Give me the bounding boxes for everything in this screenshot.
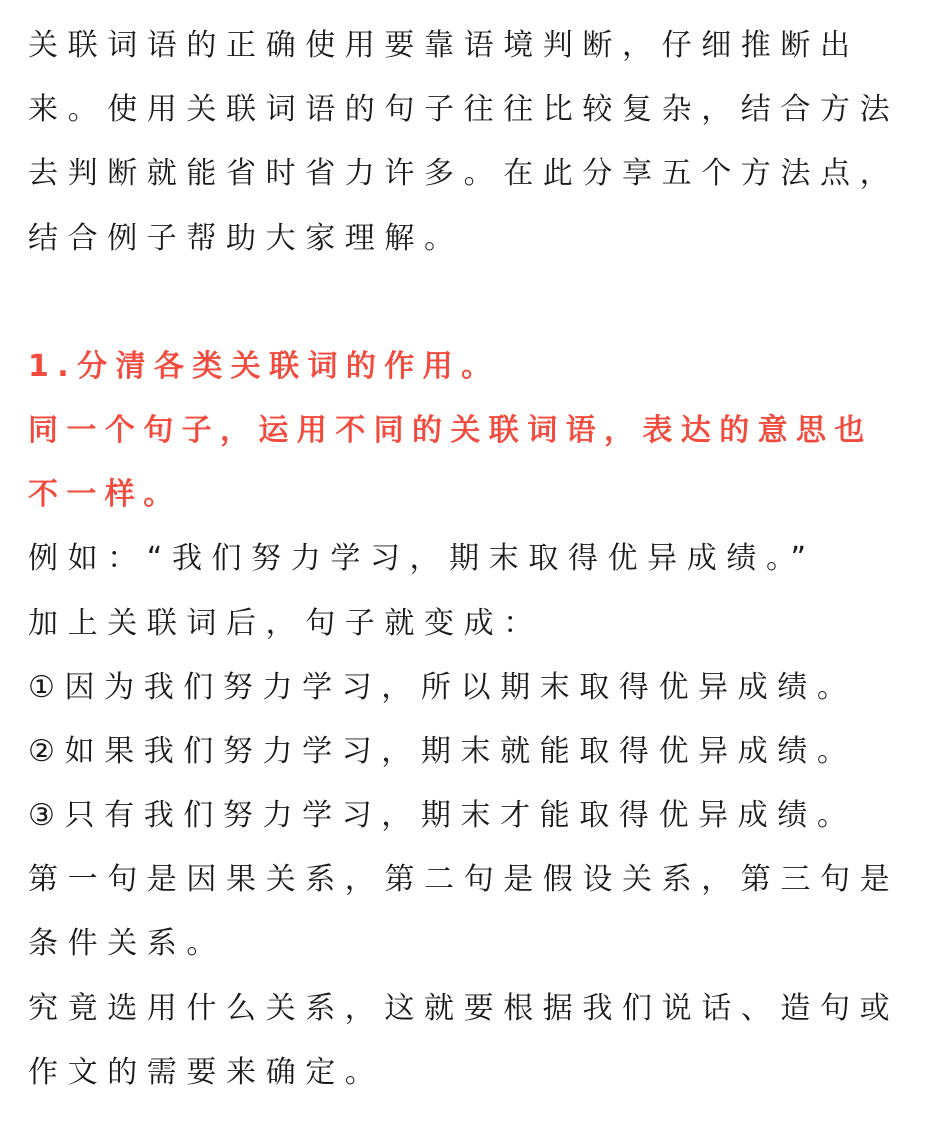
text-line: 究竟选用什么关系，这就要根据我们说话、造句或 xyxy=(28,990,900,1026)
text-line: 作文的需要来确定。 xyxy=(28,1054,385,1090)
text-line: 条件关系。 xyxy=(28,926,226,962)
example-item: ③只有我们努力学习，期末才能取得优异成绩。 xyxy=(28,798,857,834)
section-1 xyxy=(28,335,899,1105)
section-heading: 1.分清各类关联词的作用。 xyxy=(28,348,500,384)
intro-paragraph xyxy=(28,14,899,271)
text-line: 第一句是因果关系，第二句是假设关系，第三句是 xyxy=(28,862,900,898)
text-line: 结合例子帮助大家理解。 xyxy=(28,220,464,256)
section-subheading-line: 同一个句子，运用不同的关联词语，表达的意思也 xyxy=(28,412,873,448)
text-line: 加上关联词后，句子就变成： xyxy=(28,605,543,641)
text-line: 去判断就能省时省力许多。在此分享五个方法点， xyxy=(28,156,900,192)
paragraph-gap xyxy=(28,271,899,335)
section-subheading-line: 不一样。 xyxy=(28,477,182,513)
text-line: 例如：“我们努力学习，期末取得优异成绩。” xyxy=(28,541,816,577)
text-line: 关联词语的正确使用要靠语境判断，仔细推断出 xyxy=(28,28,860,63)
text-line: 来。使用关联词语的句子往往比较复杂，结合方法 xyxy=(28,92,900,128)
article xyxy=(28,14,899,1105)
example-item: ①因为我们努力学习，所以期末取得优异成绩。 xyxy=(28,669,857,705)
example-item: ②如果我们努力学习，期末就能取得优异成绩。 xyxy=(28,733,857,769)
